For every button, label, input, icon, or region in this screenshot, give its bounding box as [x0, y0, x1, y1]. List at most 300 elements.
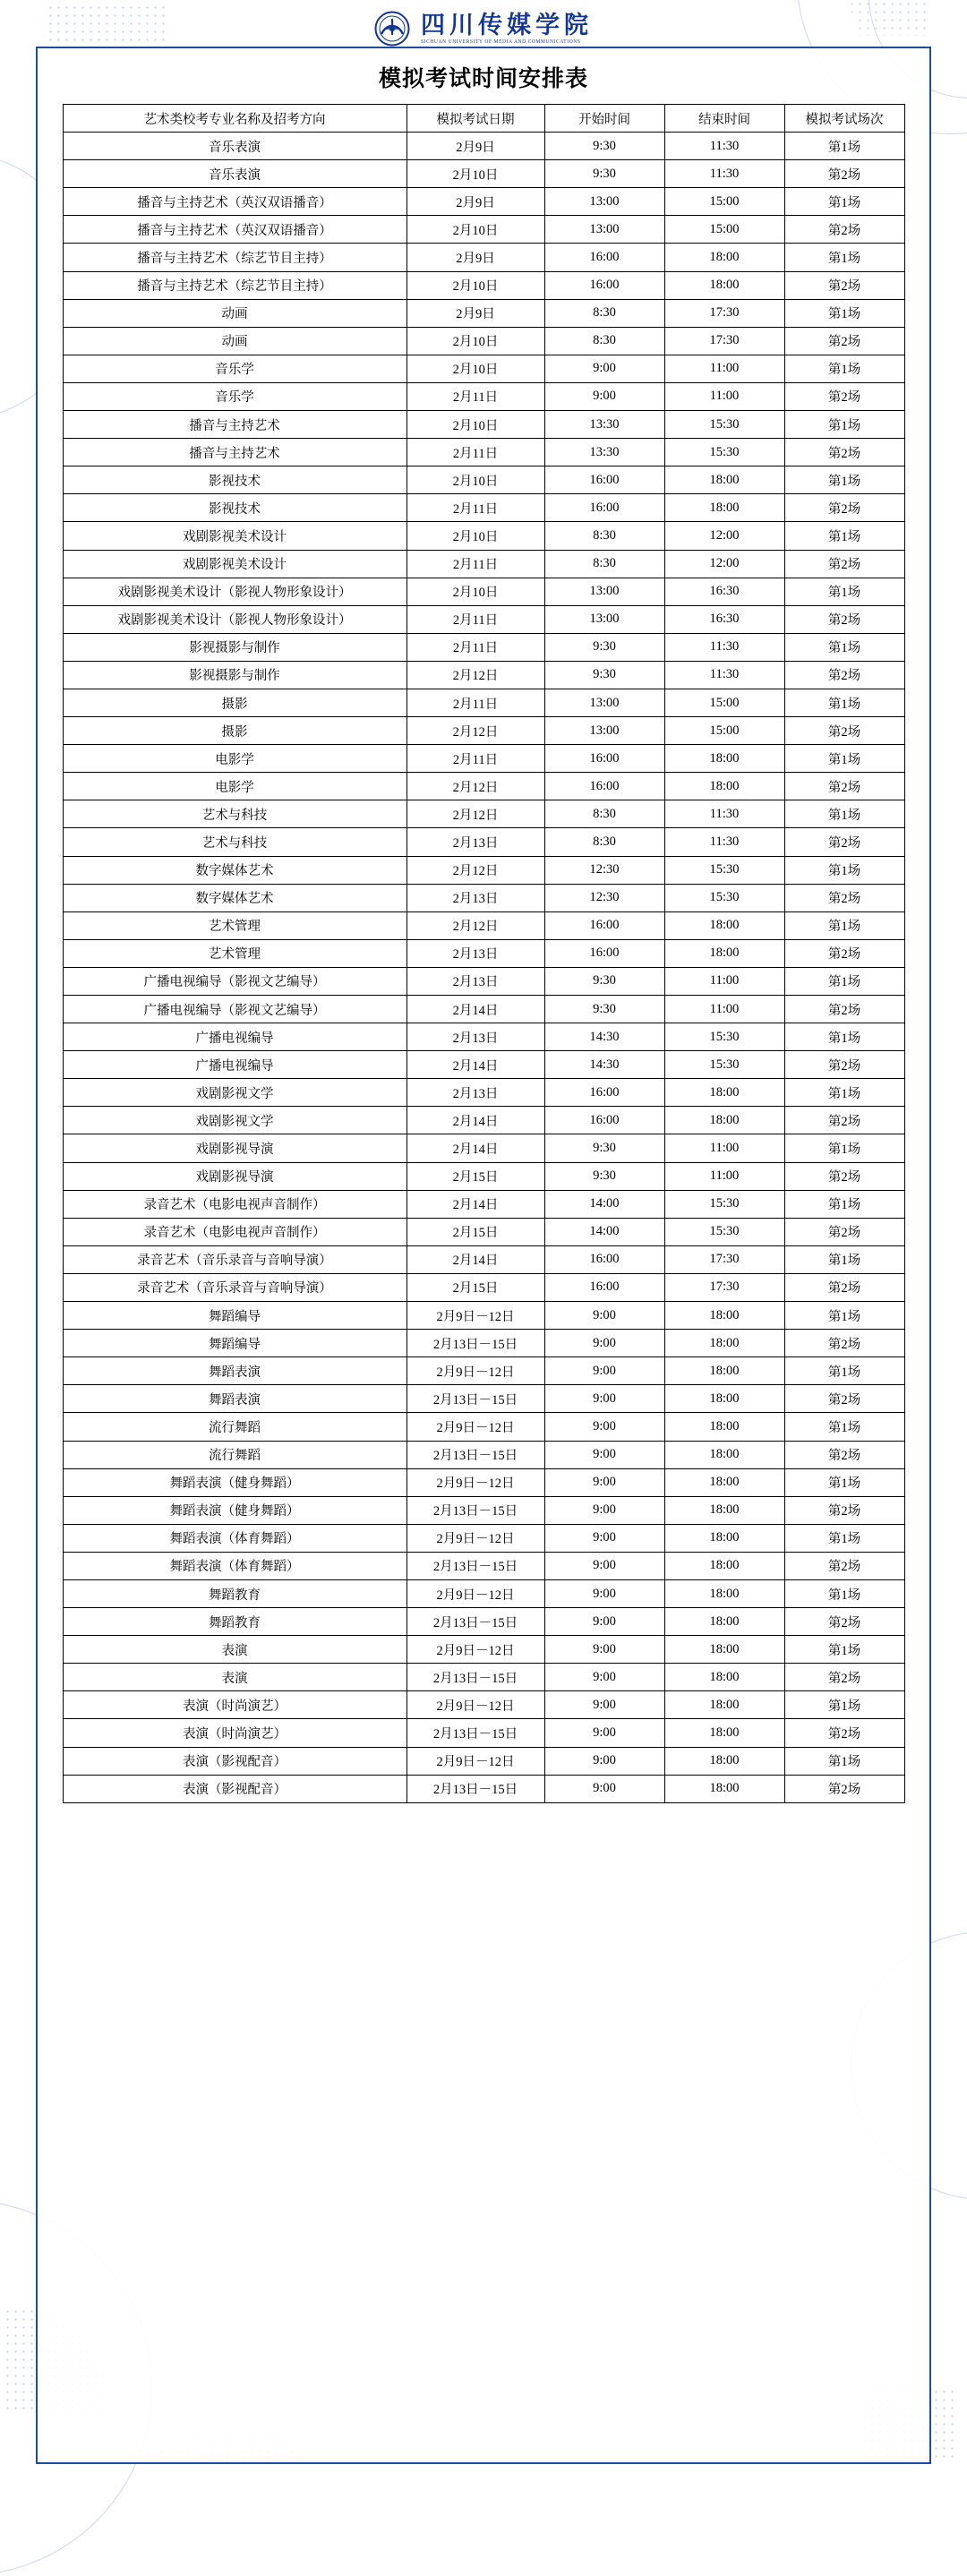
column-header-end: 结束时间 [664, 105, 784, 133]
table-row [63, 216, 904, 244]
cell-start-time: 16:00 [544, 1245, 664, 1273]
cell-end-time: 18:00 [664, 466, 784, 494]
cell-session: 第1场 [784, 1413, 904, 1441]
cell-end-time: 15:00 [664, 689, 784, 716]
cell-date: 2月11日 [406, 605, 544, 633]
cell-date: 2月9日－12日 [406, 1691, 544, 1719]
cell-session: 第2场 [784, 884, 904, 911]
cell-start-time: 9:00 [544, 1302, 664, 1330]
cell-start-time: 16:00 [544, 773, 664, 800]
cell-start-time: 8:30 [544, 800, 664, 828]
cell-start-time: 9:30 [544, 133, 664, 160]
cell-start-time: 9:30 [544, 661, 664, 689]
cell-end-time: 18:00 [664, 1524, 784, 1552]
table-row [63, 1134, 904, 1162]
cell-start-time: 16:00 [544, 466, 664, 494]
cell-session: 第1场 [784, 800, 904, 828]
cell-date: 2月9日－12日 [406, 1357, 544, 1385]
column-header-date: 模拟考试日期 [406, 105, 544, 133]
cell-major: 舞蹈教育 [63, 1579, 406, 1607]
cell-start-time: 13:00 [544, 689, 664, 716]
cell-end-time: 12:00 [664, 522, 784, 550]
cell-start-time: 9:30 [544, 996, 664, 1023]
cell-major: 舞蹈表演 [63, 1357, 406, 1385]
cell-session: 第1场 [784, 1302, 904, 1330]
cell-end-time: 16:30 [664, 578, 784, 605]
table-row [63, 1468, 904, 1496]
cell-major: 戏剧影视美术设计 [63, 522, 406, 550]
cell-major: 舞蹈表演（体育舞蹈） [63, 1552, 406, 1579]
cell-start-time: 16:00 [544, 939, 664, 967]
table-row [63, 550, 904, 578]
cell-start-time: 16:00 [544, 244, 664, 271]
cell-session: 第1场 [784, 1245, 904, 1273]
cell-date: 2月9日－12日 [406, 1413, 544, 1441]
cell-major: 戏剧影视导演 [63, 1162, 406, 1190]
cell-date: 2月13日－15日 [406, 1608, 544, 1636]
cell-major: 戏剧影视导演 [63, 1134, 406, 1162]
cell-end-time: 11:30 [664, 828, 784, 856]
cell-end-time: 18:00 [664, 271, 784, 299]
cell-start-time: 9:00 [544, 1664, 664, 1691]
cell-session: 第1场 [784, 1190, 904, 1218]
table-row [63, 745, 904, 773]
cell-session: 第2场 [784, 1441, 904, 1468]
cell-date: 2月9日－12日 [406, 1579, 544, 1607]
cell-start-time: 9:30 [544, 160, 664, 188]
cell-end-time: 11:00 [664, 355, 784, 382]
table-row [63, 967, 904, 995]
cell-major: 艺术与科技 [63, 828, 406, 856]
table-row [63, 1357, 904, 1385]
cell-major: 电影学 [63, 773, 406, 800]
table-row [63, 1330, 904, 1357]
cell-major: 流行舞蹈 [63, 1413, 406, 1441]
table-row [63, 439, 904, 466]
cell-start-time: 9:30 [544, 1134, 664, 1162]
cell-major: 戏剧影视文学 [63, 1079, 406, 1107]
cell-date: 2月9日 [406, 133, 544, 160]
cell-end-time: 15:30 [664, 411, 784, 439]
column-header-major: 艺术类校考专业名称及招考方向 [63, 105, 406, 133]
table-row [63, 578, 904, 605]
cell-end-time: 18:00 [664, 911, 784, 939]
cell-start-time: 16:00 [544, 271, 664, 299]
cell-start-time: 9:00 [544, 1385, 664, 1413]
cell-major: 戏剧影视文学 [63, 1107, 406, 1134]
cell-start-time: 9:00 [544, 1330, 664, 1357]
cell-start-time: 16:00 [544, 745, 664, 773]
table-row [63, 411, 904, 439]
cell-end-time: 18:00 [664, 1552, 784, 1579]
cell-start-time: 9:00 [544, 1441, 664, 1468]
cell-date: 2月10日 [406, 355, 544, 382]
table-row [63, 1747, 904, 1775]
cell-major: 表演（时尚演艺） [63, 1691, 406, 1719]
table-row [63, 1385, 904, 1413]
cell-end-time: 18:00 [664, 1302, 784, 1330]
cell-session: 第1场 [784, 1691, 904, 1719]
table-row [63, 244, 904, 271]
cell-major: 影视摄影与制作 [63, 633, 406, 661]
cell-session: 第2场 [784, 160, 904, 188]
cell-date: 2月13日－15日 [406, 1719, 544, 1747]
table-row [63, 939, 904, 967]
table-row [63, 1608, 904, 1636]
cell-session: 第1场 [784, 244, 904, 271]
cell-session: 第1场 [784, 466, 904, 494]
cell-end-time: 15:00 [664, 188, 784, 216]
cell-major: 音乐学 [63, 382, 406, 410]
brand-header [0, 9, 967, 48]
cell-date: 2月13日－15日 [406, 1664, 544, 1691]
table-row [63, 1636, 904, 1664]
cell-end-time: 18:00 [664, 939, 784, 967]
cell-major: 播音与主持艺术 [63, 411, 406, 439]
cell-date: 2月9日 [406, 188, 544, 216]
cell-major: 影视摄影与制作 [63, 661, 406, 689]
cell-session: 第2场 [784, 1107, 904, 1134]
cell-date: 2月12日 [406, 661, 544, 689]
cell-start-time: 9:00 [544, 1608, 664, 1636]
cell-start-time: 9:00 [544, 1496, 664, 1524]
cell-date: 2月13日 [406, 828, 544, 856]
cell-major: 播音与主持艺术（英汉双语播音） [63, 216, 406, 244]
table-row [63, 1162, 904, 1190]
cell-session: 第2场 [784, 1496, 904, 1524]
cell-start-time: 9:00 [544, 1468, 664, 1496]
cell-end-time: 18:00 [664, 1747, 784, 1775]
cell-start-time: 14:00 [544, 1190, 664, 1218]
cell-start-time: 16:00 [544, 1079, 664, 1107]
cell-end-time: 11:30 [664, 160, 784, 188]
cell-start-time: 9:30 [544, 967, 664, 995]
cell-session: 第1场 [784, 1079, 904, 1107]
table-row [63, 1190, 904, 1218]
cell-major: 广播电视编导（影视文艺编导） [63, 967, 406, 995]
table-row [63, 828, 904, 856]
table-row [63, 1051, 904, 1079]
cell-end-time: 18:00 [664, 1468, 784, 1496]
cell-start-time: 13:00 [544, 188, 664, 216]
cell-session: 第1场 [784, 1579, 904, 1607]
table-row [63, 689, 904, 716]
cell-session: 第1场 [784, 578, 904, 605]
cell-session: 第2场 [784, 382, 904, 410]
cell-major: 录音艺术（电影电视声音制作） [63, 1190, 406, 1218]
cell-start-time: 16:00 [544, 1273, 664, 1301]
cell-session: 第1场 [784, 1134, 904, 1162]
cell-date: 2月9日 [406, 299, 544, 327]
cell-date: 2月15日 [406, 1218, 544, 1245]
cell-end-time: 15:30 [664, 439, 784, 466]
cell-session: 第2场 [784, 494, 904, 522]
cell-major: 动画 [63, 327, 406, 355]
table-row [63, 884, 904, 911]
cell-date: 2月12日 [406, 800, 544, 828]
cell-session: 第2场 [784, 1051, 904, 1079]
cell-major: 影视技术 [63, 494, 406, 522]
cell-session: 第1场 [784, 1524, 904, 1552]
cell-session: 第2场 [784, 605, 904, 633]
cell-date: 2月14日 [406, 1190, 544, 1218]
table-row [63, 996, 904, 1023]
cell-start-time: 13:00 [544, 717, 664, 745]
cell-session: 第1场 [784, 856, 904, 884]
cell-end-time: 11:00 [664, 996, 784, 1023]
cell-session: 第2场 [784, 550, 904, 578]
table-row [63, 1107, 904, 1134]
table-row [63, 605, 904, 633]
cell-session: 第2场 [784, 1664, 904, 1691]
cell-session: 第1场 [784, 133, 904, 160]
cell-major: 戏剧影视美术设计（影视人物形象设计） [63, 578, 406, 605]
cell-end-time: 18:00 [664, 1691, 784, 1719]
cell-start-time: 9:00 [544, 1524, 664, 1552]
cell-major: 播音与主持艺术（综艺节目主持） [63, 244, 406, 271]
cell-end-time: 11:00 [664, 1162, 784, 1190]
table-row [63, 1245, 904, 1273]
cell-end-time: 11:00 [664, 382, 784, 410]
cell-major: 广播电视编导 [63, 1051, 406, 1079]
cell-major: 戏剧影视美术设计 [63, 550, 406, 578]
cell-major: 录音艺术（音乐录音与音响导演） [63, 1273, 406, 1301]
cell-start-time: 16:00 [544, 494, 664, 522]
cell-major: 流行舞蹈 [63, 1441, 406, 1468]
column-header-start: 开始时间 [544, 105, 664, 133]
cell-session: 第1场 [784, 188, 904, 216]
table-row [63, 800, 904, 828]
cell-date: 2月9日－12日 [406, 1636, 544, 1664]
cell-date: 2月10日 [406, 160, 544, 188]
cell-major: 录音艺术（音乐录音与音响导演） [63, 1245, 406, 1273]
cell-date: 2月9日－12日 [406, 1302, 544, 1330]
cell-start-time: 13:00 [544, 605, 664, 633]
cell-start-time: 9:00 [544, 1636, 664, 1664]
cell-session: 第2场 [784, 1608, 904, 1636]
table-row [63, 773, 904, 800]
table-row [63, 856, 904, 884]
table-row [63, 160, 904, 188]
cell-major: 摄影 [63, 717, 406, 745]
cell-date: 2月13日－15日 [406, 1775, 544, 1802]
cell-date: 2月10日 [406, 327, 544, 355]
cell-date: 2月11日 [406, 382, 544, 410]
cell-major: 广播电视编导（影视文艺编导） [63, 996, 406, 1023]
cell-major: 舞蹈编导 [63, 1330, 406, 1357]
cell-start-time: 13:00 [544, 216, 664, 244]
cell-end-time: 15:30 [664, 1051, 784, 1079]
cell-date: 2月13日－15日 [406, 1330, 544, 1357]
cell-session: 第2场 [784, 439, 904, 466]
cell-end-time: 17:30 [664, 1245, 784, 1273]
table-row [63, 1496, 904, 1524]
cell-major: 舞蹈编导 [63, 1302, 406, 1330]
cell-date: 2月12日 [406, 856, 544, 884]
cell-end-time: 11:30 [664, 800, 784, 828]
cell-date: 2月9日－12日 [406, 1747, 544, 1775]
cell-major: 舞蹈教育 [63, 1608, 406, 1636]
cell-start-time: 13:00 [544, 578, 664, 605]
cell-session: 第1场 [784, 299, 904, 327]
cell-date: 2月13日－15日 [406, 1496, 544, 1524]
cell-session: 第1场 [784, 745, 904, 773]
page-title: 模拟考试时间安排表 [378, 67, 588, 91]
cell-major: 数字媒体艺术 [63, 884, 406, 911]
cell-date: 2月14日 [406, 996, 544, 1023]
table-row [63, 299, 904, 327]
cell-major: 播音与主持艺术（英汉双语播音） [63, 188, 406, 216]
cell-date: 2月12日 [406, 717, 544, 745]
cell-date: 2月10日 [406, 578, 544, 605]
cell-date: 2月12日 [406, 911, 544, 939]
cell-start-time: 9:30 [544, 1162, 664, 1190]
cell-end-time: 18:00 [664, 1719, 784, 1747]
cell-major: 表演（时尚演艺） [63, 1719, 406, 1747]
cell-start-time: 16:00 [544, 1107, 664, 1134]
cell-session: 第1场 [784, 411, 904, 439]
cell-date: 2月13日－15日 [406, 1441, 544, 1468]
cell-session: 第1场 [784, 1747, 904, 1775]
cell-end-time: 11:30 [664, 661, 784, 689]
table-row [63, 911, 904, 939]
cell-date: 2月9日－12日 [406, 1524, 544, 1552]
cell-end-time: 18:00 [664, 1385, 784, 1413]
table-row [63, 494, 904, 522]
cell-session: 第2场 [784, 1273, 904, 1301]
cell-date: 2月13日 [406, 1023, 544, 1051]
cell-major: 音乐表演 [63, 133, 406, 160]
cell-session: 第2场 [784, 1719, 904, 1747]
cell-major: 艺术管理 [63, 939, 406, 967]
cell-end-time: 12:00 [664, 550, 784, 578]
cell-major: 音乐学 [63, 355, 406, 382]
cell-start-time: 14:30 [544, 1023, 664, 1051]
cell-session: 第2场 [784, 1218, 904, 1245]
cell-session: 第1场 [784, 1636, 904, 1664]
cell-end-time: 18:00 [664, 244, 784, 271]
cell-session: 第2场 [784, 1162, 904, 1190]
table-row [63, 1413, 904, 1441]
cell-start-time: 9:30 [544, 633, 664, 661]
cell-date: 2月13日 [406, 939, 544, 967]
cell-date: 2月13日－15日 [406, 1552, 544, 1579]
cell-end-time: 18:00 [664, 1413, 784, 1441]
table-row [63, 188, 904, 216]
cell-start-time: 9:00 [544, 1719, 664, 1747]
cell-end-time: 18:00 [664, 1079, 784, 1107]
cell-end-time: 18:00 [664, 1330, 784, 1357]
cell-start-time: 12:30 [544, 856, 664, 884]
cell-end-time: 18:00 [664, 1441, 784, 1468]
cell-major: 舞蹈表演（健身舞蹈） [63, 1468, 406, 1496]
cell-end-time: 15:30 [664, 884, 784, 911]
table-row [63, 1719, 904, 1747]
cell-session: 第2场 [784, 1385, 904, 1413]
cell-start-time: 8:30 [544, 327, 664, 355]
cell-session: 第1场 [784, 911, 904, 939]
table-row [63, 1524, 904, 1552]
cell-end-time: 18:00 [664, 494, 784, 522]
cell-major: 电影学 [63, 745, 406, 773]
cell-date: 2月14日 [406, 1051, 544, 1079]
cell-end-time: 15:30 [664, 1190, 784, 1218]
cell-date: 2月10日 [406, 411, 544, 439]
cell-start-time: 9:00 [544, 1775, 664, 1802]
cell-end-time: 15:00 [664, 717, 784, 745]
cell-major: 表演（影视配音） [63, 1747, 406, 1775]
cell-start-time: 8:30 [544, 550, 664, 578]
cell-session: 第2场 [784, 1552, 904, 1579]
table-row [63, 1775, 904, 1802]
cell-session: 第2场 [784, 1775, 904, 1802]
cell-date: 2月15日 [406, 1273, 544, 1301]
table-row [63, 355, 904, 382]
cell-major: 影视技术 [63, 466, 406, 494]
cell-date: 2月11日 [406, 439, 544, 466]
cell-major: 播音与主持艺术 [63, 439, 406, 466]
cell-major: 广播电视编导 [63, 1023, 406, 1051]
exam-schedule-table [63, 104, 905, 1803]
cell-date: 2月14日 [406, 1107, 544, 1134]
cell-start-time: 9:00 [544, 1579, 664, 1607]
cell-start-time: 13:30 [544, 439, 664, 466]
cell-date: 2月12日 [406, 773, 544, 800]
cell-date: 2月11日 [406, 689, 544, 716]
cell-end-time: 11:00 [664, 1134, 784, 1162]
cell-end-time: 18:00 [664, 1664, 784, 1691]
cell-date: 2月10日 [406, 466, 544, 494]
cell-session: 第2场 [784, 996, 904, 1023]
cell-session: 第1场 [784, 633, 904, 661]
cell-major: 表演 [63, 1636, 406, 1664]
table-row [63, 522, 904, 550]
university-seal-icon [374, 11, 410, 47]
cell-end-time: 18:00 [664, 1636, 784, 1664]
cell-session: 第1场 [784, 1357, 904, 1385]
cell-start-time: 9:00 [544, 1691, 664, 1719]
cell-end-time: 18:00 [664, 745, 784, 773]
cell-end-time: 11:00 [664, 967, 784, 995]
cell-end-time: 18:00 [664, 1579, 784, 1607]
table-row [63, 1079, 904, 1107]
cell-major: 艺术与科技 [63, 800, 406, 828]
table-row [63, 1664, 904, 1691]
cell-date: 2月11日 [406, 633, 544, 661]
cell-end-time: 18:00 [664, 1775, 784, 1802]
cell-date: 2月11日 [406, 550, 544, 578]
brand-name-en: SICHUAN UNIVERSITY OF MEDIA AND COMMUNICATIONS [421, 39, 581, 46]
document-card [36, 47, 931, 2464]
cell-end-time: 18:00 [664, 1107, 784, 1134]
cell-session: 第2场 [784, 717, 904, 745]
brand-name-cn: 四川传媒学院 [421, 11, 593, 39]
table-header-row [63, 105, 904, 133]
cell-date: 2月15日 [406, 1162, 544, 1190]
cell-start-time: 8:30 [544, 299, 664, 327]
cell-start-time: 13:30 [544, 411, 664, 439]
cell-end-time: 15:30 [664, 1023, 784, 1051]
cell-start-time: 9:00 [544, 1747, 664, 1775]
cell-end-time: 15:00 [664, 216, 784, 244]
cell-start-time: 14:00 [544, 1218, 664, 1245]
table-row [63, 1691, 904, 1719]
cell-start-time: 9:00 [544, 355, 664, 382]
cell-start-time: 9:00 [544, 1357, 664, 1385]
cell-session: 第2场 [784, 216, 904, 244]
cell-date: 2月10日 [406, 216, 544, 244]
cell-end-time: 17:30 [664, 299, 784, 327]
